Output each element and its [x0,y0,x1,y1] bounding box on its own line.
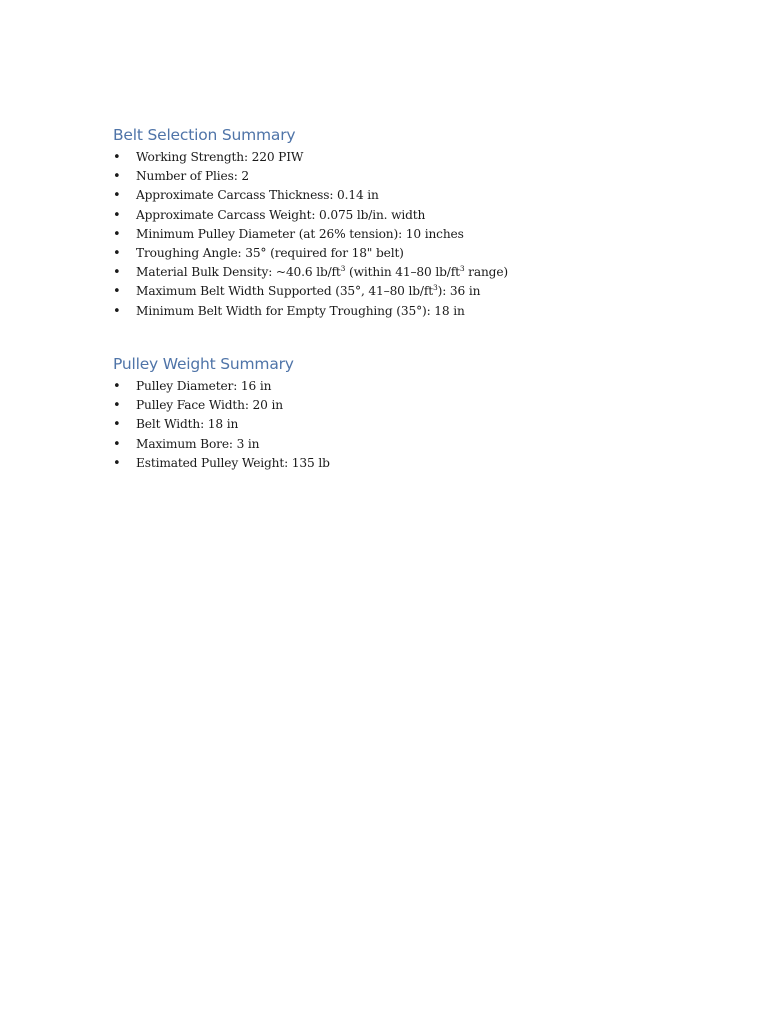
bullet-icon: • [113,188,121,204]
bullet-icon: • [113,455,121,471]
list-item-text: Belt Width: 18 in [136,417,239,432]
list-item-text: Maximum Bore: 3 in [136,436,260,451]
superscript: 3 [432,283,438,293]
bullet-icon: • [113,398,121,414]
list-item-text: Minimum Belt Width for Empty Troughing (35°): 18 in [136,303,465,318]
list-item-text [136,284,480,298]
list-item [113,377,673,396]
bullet-icon: • [113,207,121,223]
bullet-icon: • [113,245,121,261]
list-item-text: Working Strength: 220 PIW [136,150,304,164]
text-fragment: Maximum Belt Width Supported (35°, 41–80 lb/ft [136,284,433,299]
list-item [113,396,673,415]
list-item-text: Estimated Pulley Weight: 135 lb [136,455,330,470]
text-fragment: Material Bulk Density: ~40.6 lb/ft [136,265,341,280]
text-fragment: range) [464,265,508,280]
list-item-text: Number of Plies: 2 [136,169,250,184]
list-item [113,263,673,282]
bullet-icon: • [113,169,121,185]
pulley-weight-section [113,354,673,473]
list-item [113,302,673,321]
bullet-icon: • [113,284,121,300]
list-item-text [136,265,508,279]
list-item-text: Troughing Angle: 35° (required for 18" belt) [136,245,404,260]
list-item-text: Approximate Carcass Weight: 0.075 lb/in. width [136,207,426,222]
bullet-icon: • [113,303,121,319]
list-item [113,186,673,205]
bullet-icon: • [113,417,121,433]
list-item-text: Approximate Carcass Thickness: 0.14 in [136,188,379,203]
pulley-weight-list [113,377,673,473]
bullet-icon: • [113,150,121,165]
superscript: 3 [459,264,465,274]
bullet-icon: • [113,379,121,394]
list-item [113,206,673,225]
belt-selection-list [113,148,673,321]
list-item [113,282,673,301]
bullet-icon: • [113,436,121,452]
belt-selection-section [113,125,673,321]
list-item [113,454,673,473]
list-item [113,148,673,167]
list-item [113,415,673,434]
list-item-text: Minimum Pulley Diameter (at 26% tension): 10 inches [136,226,464,241]
list-item-text: Pulley Diameter: 16 in [136,379,272,393]
belt-selection-heading: Belt Selection Summary [113,126,296,144]
bullet-icon: • [113,265,121,281]
list-item-text: Pulley Face Width: 20 in [136,398,283,413]
list-item [113,225,673,244]
superscript: 3 [340,264,346,274]
list-item [113,167,673,186]
list-item [113,435,673,454]
bullet-icon: • [113,226,121,242]
list-item [113,244,673,263]
text-fragment: ): 36 in [437,284,481,299]
text-fragment: (within 41–80 lb/ft [345,265,460,280]
pulley-weight-heading: Pulley Weight Summary [113,355,294,373]
